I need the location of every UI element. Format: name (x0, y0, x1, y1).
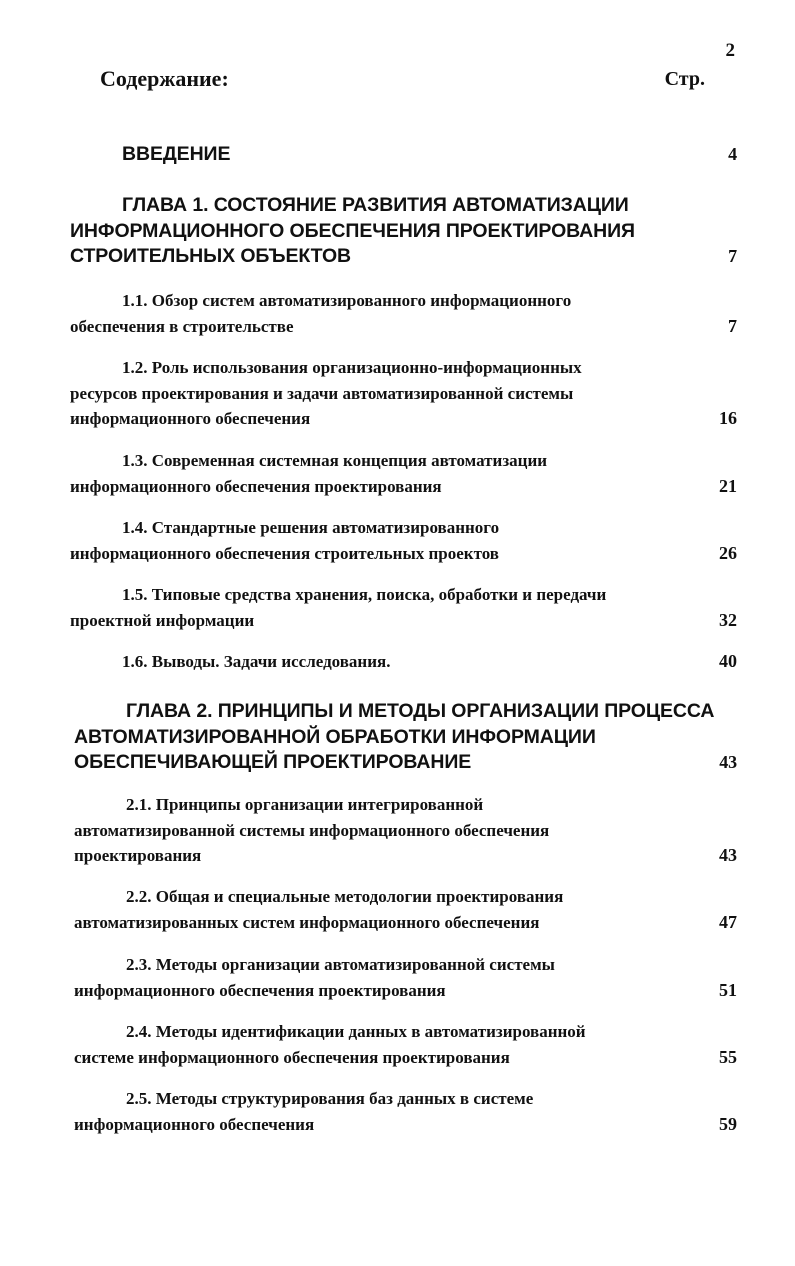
toc-entry-line: 1.1. Обзор систем автоматизированного информационного (122, 291, 572, 310)
toc-entry-line: СТРОИТЕЛЬНЫХ ОБЪЕКТОВ 7 (70, 244, 737, 270)
toc-entry-section-2-4[interactable] (74, 1019, 737, 1070)
toc-entry-page: 26 (719, 542, 737, 563)
toc-entry-line: информационного обеспечения строительных проектов 26 (70, 541, 737, 567)
toc-entry-line: 2.1. Принципы организации интегрированной (126, 795, 484, 814)
toc-entry-section-1-3[interactable] (70, 448, 737, 499)
toc-entry-line: 1.4. Стандартные решения автоматизированного (122, 518, 500, 537)
toc-entry-section-1-4[interactable] (70, 515, 737, 566)
toc-entry-line: проектной информации 32 (70, 608, 737, 634)
toc-entry-page: 59 (719, 1113, 737, 1134)
toc-entry-page: 40 (719, 651, 737, 671)
toc-entry-line: информационного обеспечения проектирования 51 (74, 978, 737, 1004)
contents-heading: Содержание: (100, 66, 229, 91)
toc-entry-line: обеспечения в строительстве 7 (70, 314, 737, 340)
toc-entry-page: 4 (728, 144, 737, 164)
toc-entry-page: 47 (719, 911, 737, 932)
toc-entry-page: 7 (728, 315, 737, 336)
toc-entry-section-2-5[interactable] (74, 1086, 737, 1137)
toc-entry-page: 32 (719, 609, 737, 630)
toc-entry-page: 51 (719, 979, 737, 1000)
toc-entry-line: автоматизированной системы информационного обеспечения (74, 820, 550, 840)
toc-entry-line: 1.3. Современная системная концепция автоматизации (122, 451, 548, 470)
toc-entry-section-2-1[interactable] (74, 792, 737, 869)
toc-entry-chapter-1[interactable] (70, 193, 737, 270)
toc-entry-line: 2.5. Методы структурирования баз данных в системе (126, 1089, 534, 1108)
toc-entry-line: 2.4. Методы идентификации данных в автоматизированной (126, 1022, 586, 1041)
toc-entry-line: 1.5. Типовые средства хранения, поиска, обработки и передачи (122, 585, 607, 604)
toc-entry-line: информационного обеспечения 16 (70, 406, 737, 432)
toc-entry-section-2-2[interactable] (74, 884, 737, 935)
toc-entry-section-1-6[interactable] (70, 649, 737, 675)
toc-entry-line: 1.2. Роль использования организационно-информационных (122, 358, 582, 377)
toc-entry-line: 1.6. Выводы. Задачи исследования. 40 (70, 649, 737, 675)
toc-entry-page: 55 (719, 1046, 737, 1067)
toc-entry-line: информационного обеспечения проектирования 21 (70, 474, 737, 500)
toc-entry-section-1-1[interactable] (70, 288, 737, 339)
toc-entry-line: ОБЕСПЕЧИВАЮЩЕЙ ПРОЕКТИРОВАНИЕ 43 (74, 750, 737, 776)
toc-entry-line: ГЛАВА 1. СОСТОЯНИЕ РАЗВИТИЯ АВТОМАТИЗАЦИИ (122, 194, 629, 216)
toc-entry-page: 16 (719, 408, 737, 428)
toc-entry-line: АВТОМАТИЗИРОВАННОЙ ОБРАБОТКИ ИНФОРМАЦИИ (74, 725, 596, 748)
toc-entry-page: 21 (719, 475, 737, 496)
toc-entry-section-2-3[interactable] (74, 952, 737, 1003)
toc-entry-line: информационного обеспечения 59 (74, 1112, 737, 1138)
toc-entry-page: 43 (719, 845, 737, 865)
page-column-label: Стр. (664, 68, 705, 90)
toc-entry-line: ресурсов проектирования и задачи автоматизированной системы (70, 383, 574, 403)
toc-entry-line: проектирования 43 (74, 843, 737, 869)
toc-entry-line: 2.3. Методы организации автоматизированной системы (126, 955, 555, 974)
toc-entry-line: системе информационного обеспечения проектирования 55 (74, 1045, 737, 1071)
toc-entry-section-1-5[interactable] (70, 582, 737, 633)
toc-entry-section-1-2[interactable] (70, 355, 737, 432)
toc-entry-chapter-2[interactable] (74, 699, 737, 776)
toc-entry-page: 7 (728, 246, 737, 266)
toc-entry-line: ИНФОРМАЦИОННОГО ОБЕСПЕЧЕНИЯ ПРОЕКТИРОВАНИЯ (70, 219, 635, 242)
toc-entry-title: ВВЕДЕНИЕ 4 (70, 142, 737, 168)
toc-entry-line: 2.2. Общая и специальные методологии проектирования (126, 887, 564, 906)
page-number: 2 (725, 40, 735, 61)
toc-entry-line: автоматизированных систем информационного обеспечения 47 (74, 910, 737, 936)
toc-entry-introduction[interactable] (70, 142, 737, 168)
toc-entry-line: ГЛАВА 2. ПРИНЦИПЫ И МЕТОДЫ ОРГАНИЗАЦИИ ПРОЦЕССА (126, 700, 715, 722)
toc-entry-page: 43 (719, 752, 737, 772)
